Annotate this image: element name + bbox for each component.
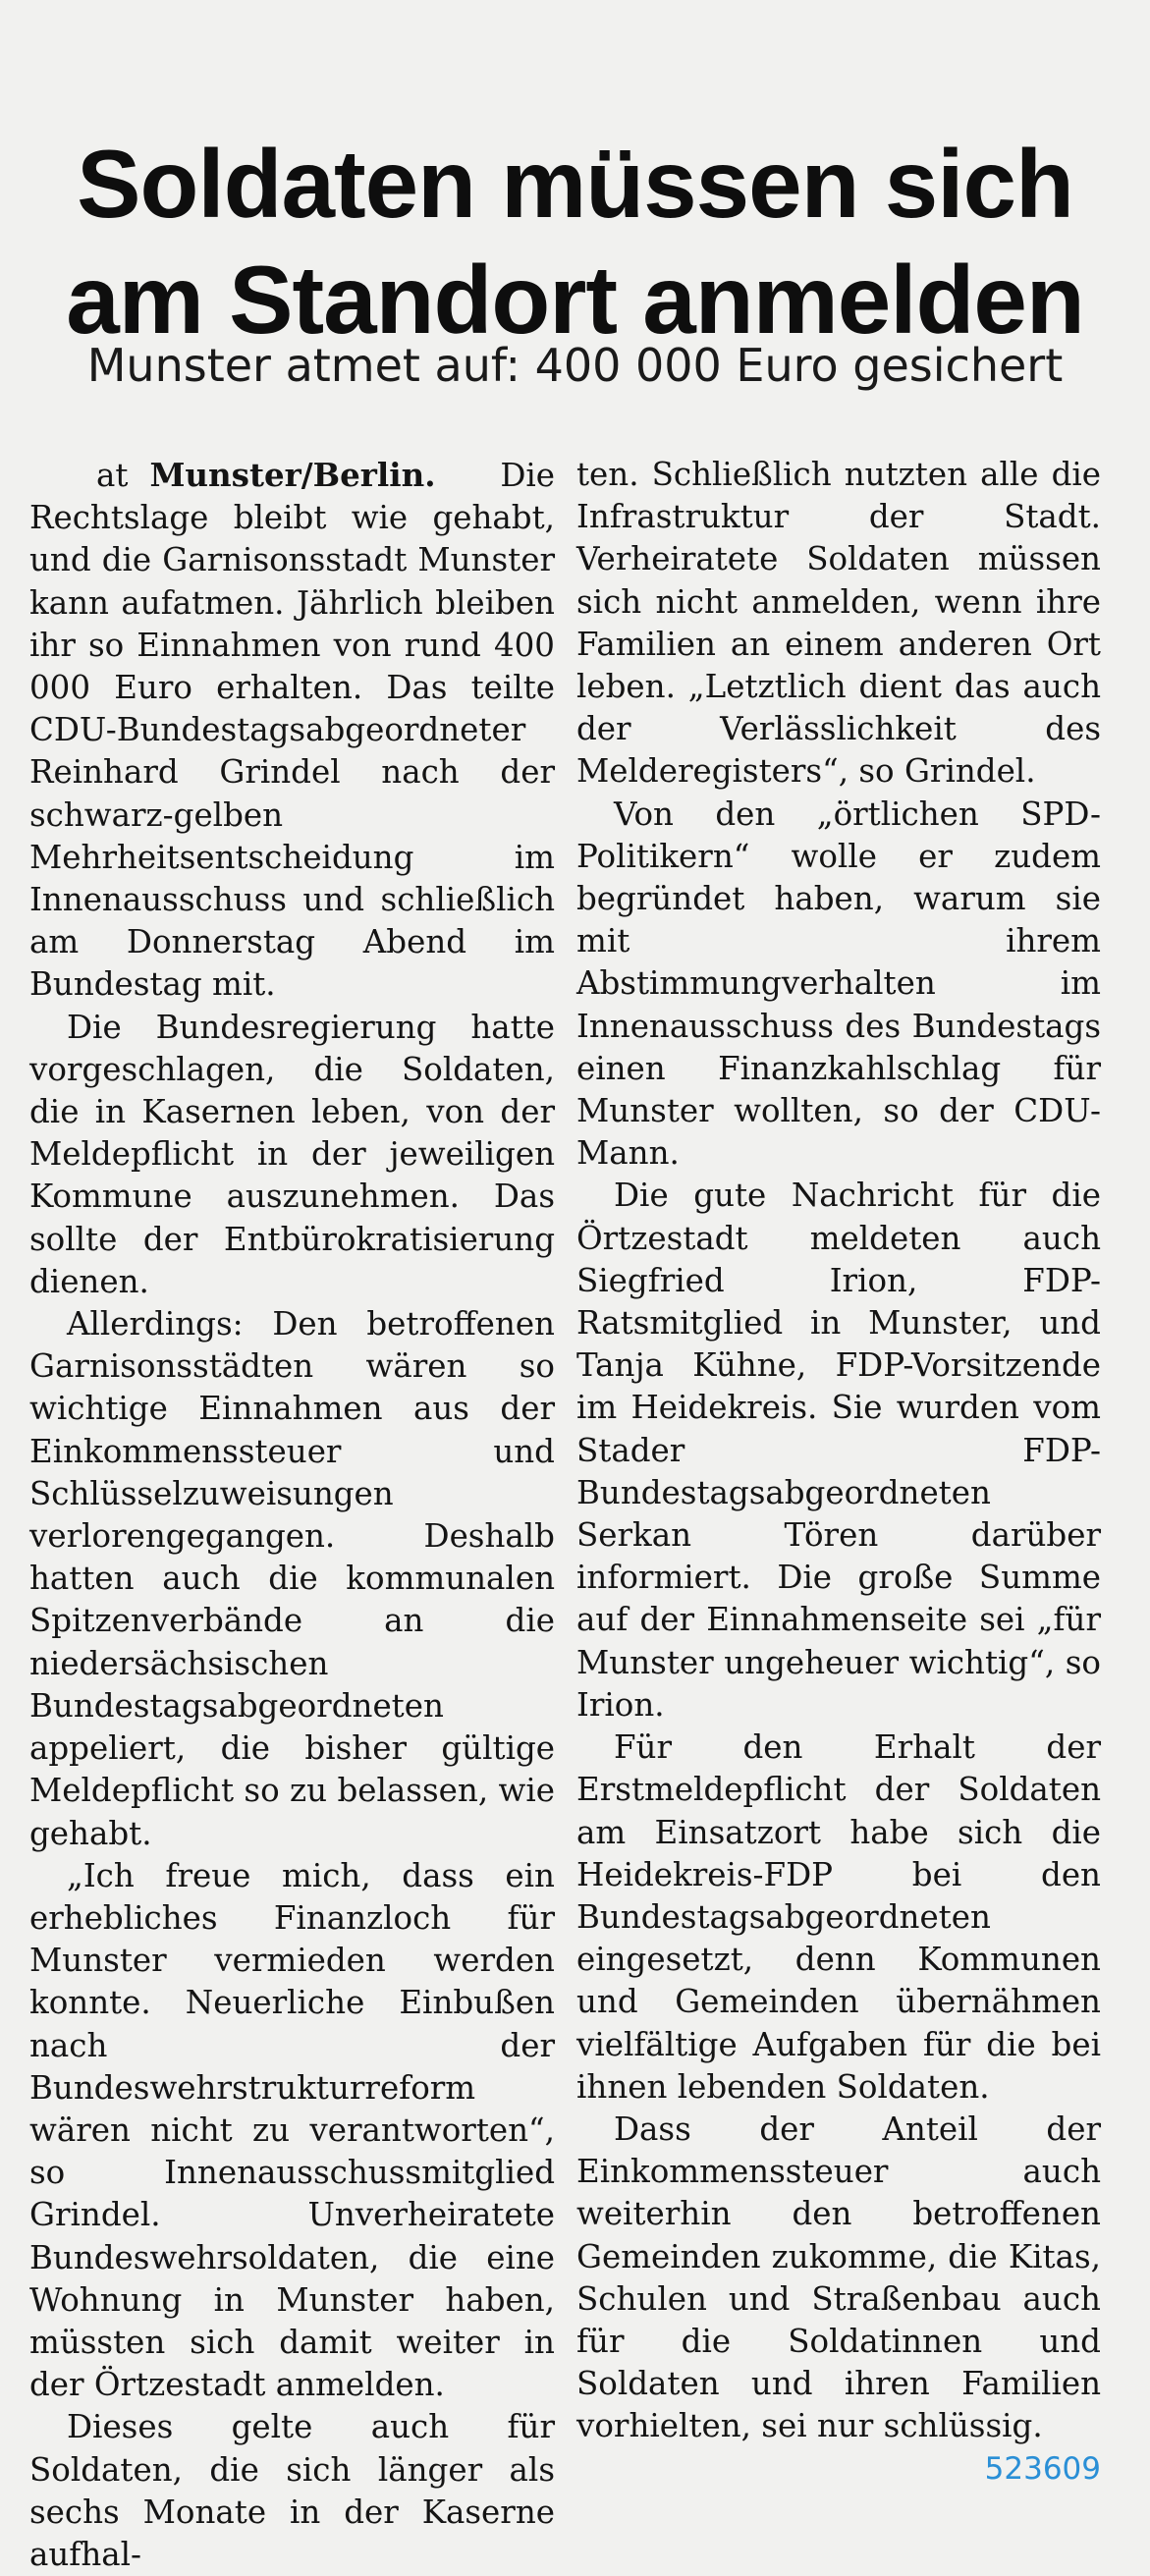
paragraph: Für den Erhalt der Erstmeldepflicht der Soldaten am Einsatzort habe sich die Heidekreis-FDP bei den Bundestagsabgeordneten eingesetzt, denn Kommunen und Gemeinden übernähmen vielfältige Aufgaben für die bei ihnen lebenden Soldaten. [576, 1728, 1101, 2106]
paragraph: Dieses gelte auch für Soldaten, die sich länger als sechs Monate in der Kaserne aufhal- [29, 2408, 555, 2573]
paragraph: „Ich freue mich, dass ein erhebliches Finanzloch für Munster vermieden werden konnte. Neuerliche Einbußen nach der Bundeswehrstrukturreform wären nicht zu verantworten“, so Innenausschussmitglied Grindel. Unverheiratete Bundeswehrsoldaten, die eine Wohnung in Munster haben, müssten sich damit weiter in der Örtzestadt anmelden. [29, 1856, 555, 2404]
paragraph [576, 2109, 1101, 2487]
headline [0, 126, 1150, 357]
paragraph-text: Die Rechtslage bleibt wie gehabt, und die Garnisonsstadt Munster kann aufatmen. Jährlich bleiben ihr so Einnahmen von rund 400 000 Euro erhalten. Das teilte CDU-Bundestagsabgeordneter Reinhard Grindel nach der schwarz-gelben Mehrheitsentscheidung im Innenausschuss und schließlich am Donnerstag Abend im Bundestag mit. [29, 457, 555, 1004]
right-column [576, 454, 1101, 2491]
left-column [29, 454, 555, 2576]
headline-line-1: Soldaten müssen sich [77, 129, 1073, 238]
headline-line-2: am Standort anmelden [66, 245, 1084, 354]
paragraph [29, 454, 555, 1007]
article-code: 523609 [984, 2450, 1101, 2487]
paragraph: Die Bundesregierung hatte vorgeschlagen, die Soldaten, die in Kasernen leben, von der Meldepflicht in der jeweiligen Kommune auszunehmen. Das sollte der Entbürokratisierung dienen. [29, 1008, 555, 1300]
paragraph-text: Dass der Anteil der Einkommenssteuer auch weiterhin den betroffenen Gemeinden zukomme, die Kitas, Schulen und Straßenbau auch für die Soldatinnen und Soldaten und ihren Familien vorhielten, sei nur schlüssig. [576, 2110, 1101, 2445]
dateline: Munster/Berlin. [149, 456, 436, 494]
subheadline: Munster atmet auf: 400 000 Euro gesichert [86, 339, 1064, 392]
paragraph: Allerdings: Den betroffenen Garnisonsstädten wären so wichtige Einnahmen aus der Einkommenssteuer und Schlüsselzuweisungen verlorengegangen. Deshalb hatten auch die kommunalen Spitzenverbände an die niedersächsischen Bundestagsabgeordneten appeliert, die bisher gültige Meldepflicht so zu belassen, wie gehabt. [29, 1305, 555, 1852]
paragraph: Die gute Nachricht für die Örtzestadt meldeten auch Siegfried Irion, FDP-Ratsmitglied in Munster, und Tanja Kühne, FDP-Vorsitzende im Heidekreis. Sie wurden vom Stader FDP-Bundestagsabgeordneten Serkan Tören darüber informiert. Die große Summe auf der Einnahmenseite sei „für Munster ungeheuer wichtig“, so Irion. [576, 1177, 1101, 1724]
paragraph: ten. Schließlich nutzten alle die Infrastruktur der Stadt. Verheiratete Soldaten müssen sich nicht anmelden, wenn ihre Familien an einem anderen Ort leben. „Letztlich dient das auch der Verlässlichkeit des Melderegisters“, so Grindel. [576, 456, 1101, 791]
paragraph: Von den „örtlichen SPD-Politikern“ wolle er zudem begründet haben, warum sie mit ihrem Abstimmungverhalten im Innenausschuss des Bundestags einen Finanzkahlschlag für Munster wollten, so der CDU-Mann. [576, 795, 1101, 1173]
byline: at [96, 457, 129, 494]
